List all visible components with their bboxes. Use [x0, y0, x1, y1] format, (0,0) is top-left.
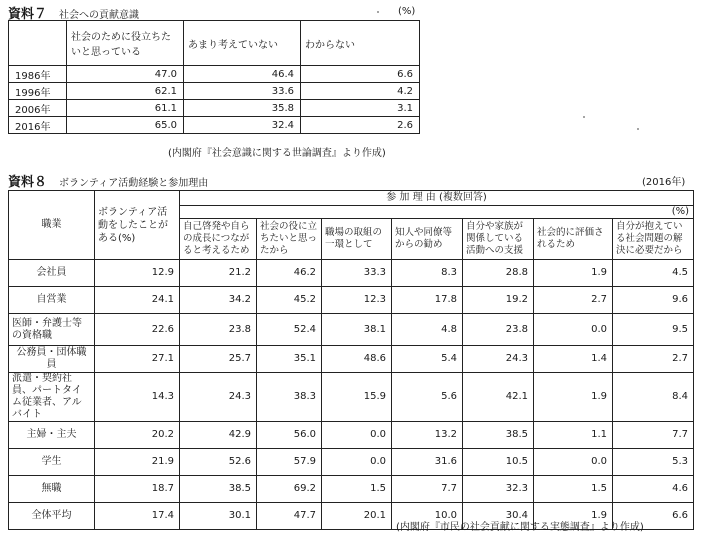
value-cell: 10.0	[392, 503, 463, 530]
experience-header: ボランティア活動をしたことがある(%)	[95, 191, 180, 260]
table-row	[9, 260, 694, 287]
value-cell: 33.6	[184, 83, 301, 100]
reason-header: 自分や家族が関係している活動への支援	[463, 219, 534, 260]
reason-header: 知人や同僚等からの勧め	[392, 219, 463, 260]
table-row	[9, 422, 694, 449]
value-cell: 17.8	[392, 287, 463, 314]
reason-header: 社会的に評価されるため	[534, 219, 613, 260]
value-cell: 9.6	[613, 287, 694, 314]
year-cell: 1996年	[9, 83, 67, 100]
value-cell: 21.2	[180, 260, 257, 287]
value-cell: 2.7	[613, 346, 694, 373]
value-cell: 62.1	[67, 83, 184, 100]
value-cell: 10.5	[463, 449, 534, 476]
value-cell: 23.8	[463, 314, 534, 346]
value-cell: 48.6	[322, 346, 392, 373]
value-cell: 38.3	[257, 373, 322, 422]
doc7-title: 社会への貢献意識	[59, 10, 140, 21]
value-cell: 1.5	[534, 476, 613, 503]
value-cell: 42.1	[463, 373, 534, 422]
year-cell: 2006年	[9, 100, 67, 117]
value-cell: 52.6	[180, 449, 257, 476]
occupation-cell: 主婦・主夫	[9, 422, 95, 449]
value-cell: 1.9	[534, 373, 613, 422]
reason-header: 自己啓発や自らの成長につながると考えるため	[180, 219, 257, 260]
value-cell: 0.0	[534, 449, 613, 476]
value-cell: 47.7	[257, 503, 322, 530]
value-cell: 1.9	[534, 260, 613, 287]
value-cell: 1.4	[534, 346, 613, 373]
value-cell: 4.8	[392, 314, 463, 346]
table-row	[9, 117, 420, 134]
reasons-header: 参 加 理 由 (複数回答)	[180, 191, 694, 206]
value-cell: 17.4	[95, 503, 180, 530]
value-cell: 35.8	[184, 100, 301, 117]
value-cell: 6.6	[613, 503, 694, 530]
doc7-table	[8, 20, 420, 134]
scan-speck	[637, 128, 639, 130]
doc8-label: 資料８	[8, 175, 48, 190]
value-cell: 7.7	[613, 422, 694, 449]
value-cell: 69.2	[257, 476, 322, 503]
value-cell: 5.6	[392, 373, 463, 422]
value-cell: 24.3	[180, 373, 257, 422]
value-cell: 56.0	[257, 422, 322, 449]
value-cell: 46.4	[184, 66, 301, 83]
value-cell: 15.9	[322, 373, 392, 422]
table-row	[9, 314, 694, 346]
value-cell: 24.1	[95, 287, 180, 314]
occupation-cell: 公務員・団体職員	[9, 346, 95, 373]
reason-header: 職場の取組の一環として	[322, 219, 392, 260]
value-cell: 4.5	[613, 260, 694, 287]
value-cell: 9.5	[613, 314, 694, 346]
doc7-label: 資料７	[8, 7, 48, 22]
value-cell: 32.3	[463, 476, 534, 503]
value-cell: 21.9	[95, 449, 180, 476]
value-cell: 38.1	[322, 314, 392, 346]
value-cell: 6.6	[301, 66, 420, 83]
value-cell: 27.1	[95, 346, 180, 373]
value-cell: 13.2	[392, 422, 463, 449]
value-cell: 33.3	[322, 260, 392, 287]
table-row	[9, 449, 694, 476]
value-cell: 57.9	[257, 449, 322, 476]
value-cell: 20.2	[95, 422, 180, 449]
value-cell: 7.7	[392, 476, 463, 503]
value-cell: 4.2	[301, 83, 420, 100]
value-cell: 22.6	[95, 314, 180, 346]
value-cell: 5.3	[613, 449, 694, 476]
value-cell: 14.3	[95, 373, 180, 422]
scan-speck	[377, 11, 379, 13]
value-cell: 28.8	[463, 260, 534, 287]
value-cell: 12.3	[322, 287, 392, 314]
doc7-unit: (%)	[398, 6, 416, 17]
value-cell: 0.0	[534, 314, 613, 346]
value-cell: 20.1	[322, 503, 392, 530]
scan-speck	[583, 116, 585, 118]
value-cell: 25.7	[180, 346, 257, 373]
value-cell: 45.2	[257, 287, 322, 314]
year-cell: 1986年	[9, 66, 67, 83]
doc7-col-header: あまり考えていない	[184, 21, 301, 66]
value-cell: 4.6	[613, 476, 694, 503]
reason-header: 自分が抱えている社会問題の解決に必要だから	[613, 219, 694, 260]
table-row	[9, 83, 420, 100]
table-row	[9, 287, 694, 314]
value-cell: 19.2	[463, 287, 534, 314]
value-cell: 0.0	[322, 449, 392, 476]
doc8-source: (内閣府『市民の社会貢献に関する実態調査』より作成)	[396, 522, 644, 533]
value-cell: 31.6	[392, 449, 463, 476]
doc8-header	[8, 171, 208, 190]
occupation-cell: 学生	[9, 449, 95, 476]
value-cell: 47.0	[67, 66, 184, 83]
value-cell: 1.9	[534, 503, 613, 530]
doc8-title: ボランティア活動経験と参加理由	[59, 178, 209, 189]
occupation-cell: 自営業	[9, 287, 95, 314]
value-cell: 42.9	[180, 422, 257, 449]
occupation-cell: 派遣・契約社員、パートタイム従業者、アルバイト	[9, 373, 95, 422]
table-row	[9, 373, 694, 422]
reason-header: 社会の役に立ちたいと思ったから	[257, 219, 322, 260]
value-cell: 2.6	[301, 117, 420, 134]
occupation-cell: 無職	[9, 476, 95, 503]
value-cell: 1.5	[322, 476, 392, 503]
doc8-table	[8, 190, 694, 530]
occupation-header: 職業	[9, 191, 95, 260]
occupation-cell: 医師・弁護士等の資格職	[9, 314, 95, 346]
doc7-source: (内閣府『社会意識に関する世論調査』より作成)	[168, 148, 386, 159]
value-cell: 32.4	[184, 117, 301, 134]
doc8-unit: (%)	[180, 206, 694, 219]
table-row	[9, 100, 420, 117]
value-cell: 30.1	[180, 503, 257, 530]
value-cell: 18.7	[95, 476, 180, 503]
occupation-cell: 会社員	[9, 260, 95, 287]
doc7-col-header: わからない	[301, 21, 420, 66]
doc7-col-header: 社会のために役立ちたいと思っている	[67, 21, 184, 66]
table-row	[9, 346, 694, 373]
value-cell: 8.4	[613, 373, 694, 422]
year-cell: 2016年	[9, 117, 67, 134]
value-cell: 38.5	[463, 422, 534, 449]
value-cell: 3.1	[301, 100, 420, 117]
value-cell: 24.3	[463, 346, 534, 373]
value-cell: 38.5	[180, 476, 257, 503]
value-cell: 34.2	[180, 287, 257, 314]
value-cell: 35.1	[257, 346, 322, 373]
value-cell: 1.1	[534, 422, 613, 449]
value-cell: 5.4	[392, 346, 463, 373]
value-cell: 12.9	[95, 260, 180, 287]
doc7-header-row	[9, 21, 420, 66]
doc8-year: (2016年)	[642, 177, 686, 188]
value-cell: 46.2	[257, 260, 322, 287]
value-cell: 8.3	[392, 260, 463, 287]
value-cell: 65.0	[67, 117, 184, 134]
table-row	[9, 476, 694, 503]
value-cell: 30.4	[463, 503, 534, 530]
value-cell: 61.1	[67, 100, 184, 117]
doc8-header-row	[9, 191, 694, 206]
value-cell: 2.7	[534, 287, 613, 314]
occupation-cell: 全体平均	[9, 503, 95, 530]
value-cell: 0.0	[322, 422, 392, 449]
value-cell: 52.4	[257, 314, 322, 346]
table-row	[9, 66, 420, 83]
value-cell: 23.8	[180, 314, 257, 346]
doc7-corner-cell	[9, 21, 67, 66]
